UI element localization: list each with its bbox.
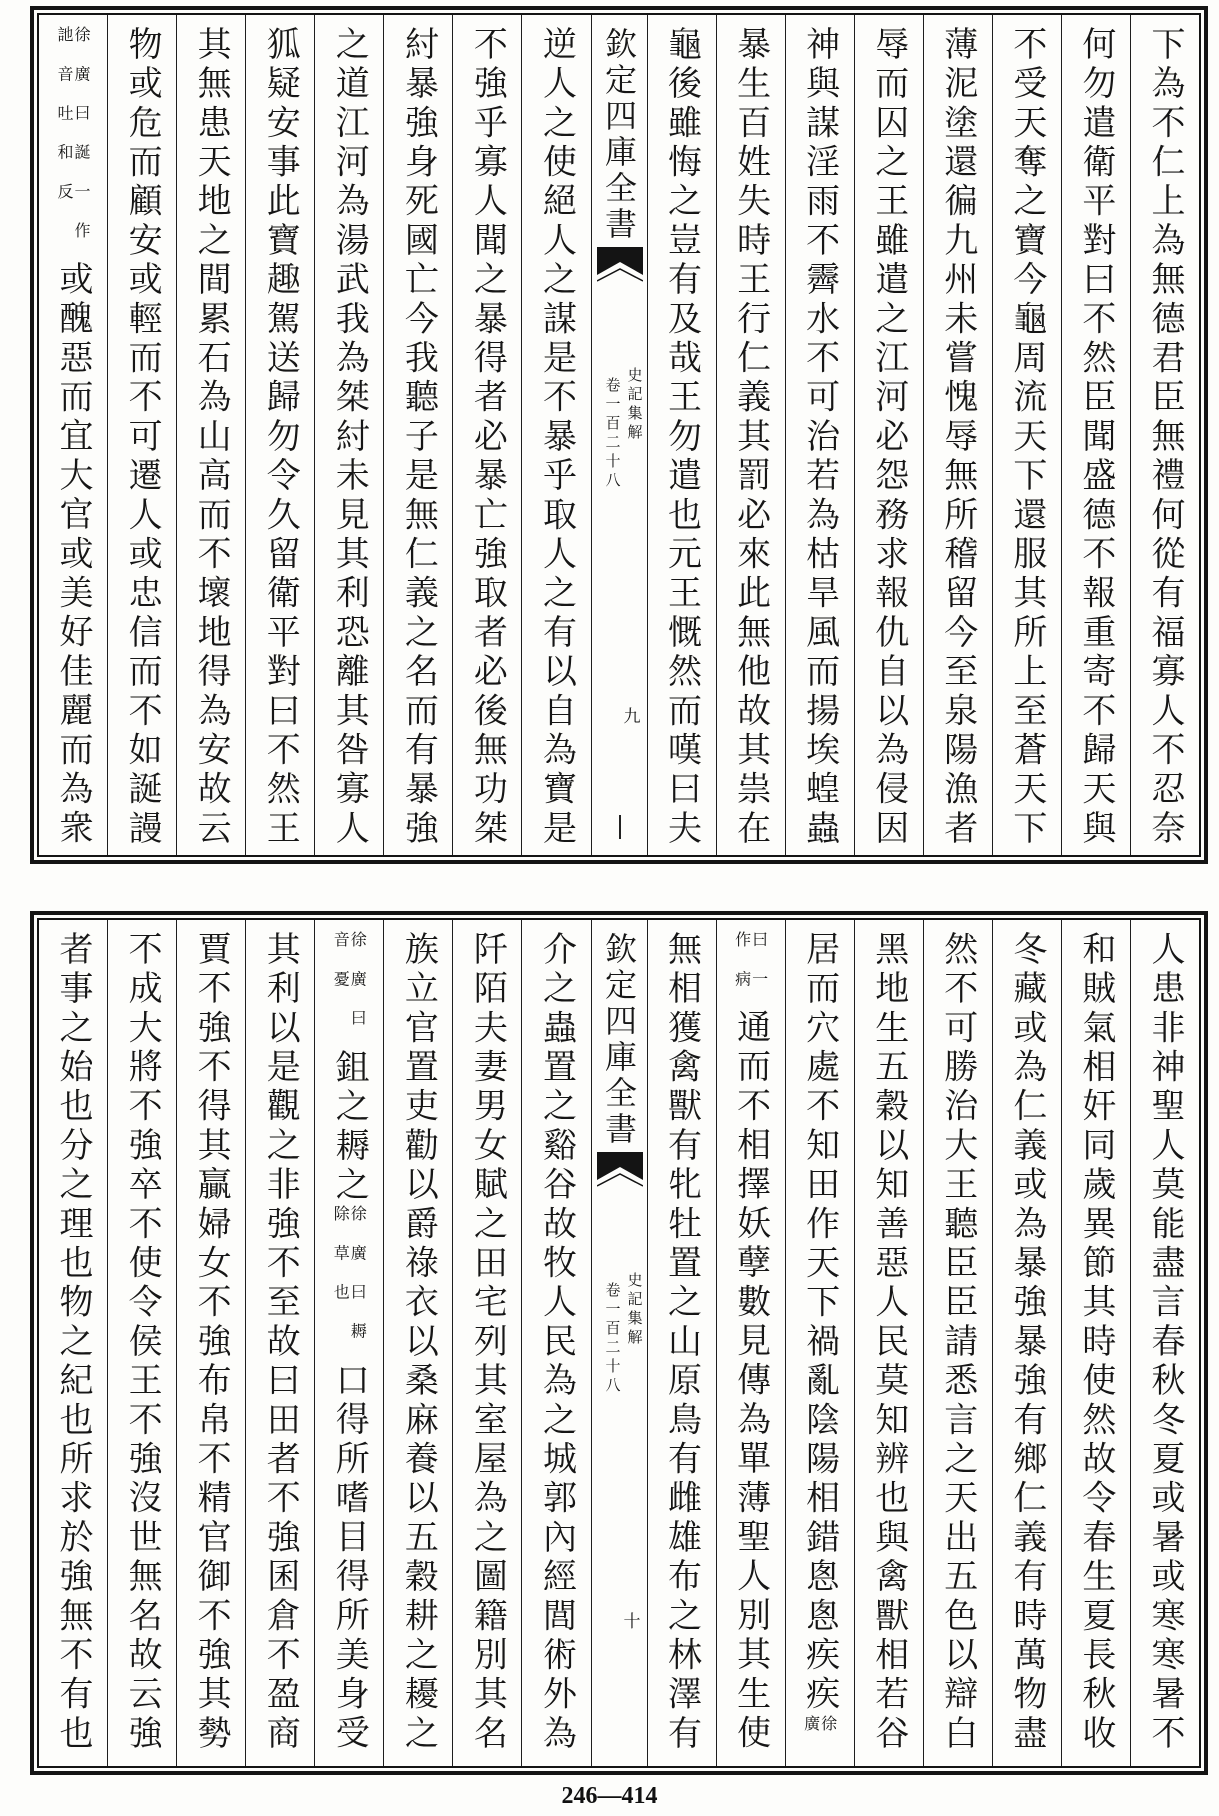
note-line-right: 徐廣曰誕一作	[72, 26, 92, 262]
column-text: 神與謀淫雨不霽水不可治若為枯旱風而揚埃蝗蟲	[799, 26, 840, 850]
text-column	[452, 920, 521, 1766]
text-column	[923, 920, 992, 1766]
collection-title: 欽定四庫全書	[600, 27, 638, 243]
text-column	[176, 920, 245, 1766]
note-line-left: 訑音吐和反	[55, 26, 75, 222]
column-text: 然不可勝治大王聽臣臣請悉言之天出五色以辯白	[937, 931, 978, 1755]
fishtail-mark-icon	[597, 247, 643, 291]
annotation-note	[56, 26, 90, 261]
column-text: 冬藏或為仁義或為暴強暴強有鄉仁義有時萬物盡	[1006, 931, 1047, 1755]
book-and-chapter	[605, 367, 642, 491]
book-and-chapter	[605, 1272, 642, 1396]
lower-half-folio	[30, 911, 1208, 1775]
text-column	[1130, 920, 1199, 1766]
annotation-note	[734, 931, 768, 1009]
column-text: 黑地生五穀以知善惡人民莫知辨也與禽獸相若谷	[868, 931, 909, 1755]
note-line-left: 廣	[801, 1715, 821, 1755]
text-column	[314, 920, 383, 1766]
column-text: 辱而囚之王雖遣之江河必怨務求報仇自以為侵因	[868, 26, 909, 850]
text-column	[383, 15, 452, 855]
page-number: 246—414	[561, 1783, 658, 1809]
column-text: 或醜惡而宜大官或美好佳麗而為衆	[53, 261, 94, 850]
annotation-note	[803, 1715, 837, 1754]
note-line-right: 曰一	[749, 931, 769, 1010]
center-fold-column	[591, 920, 647, 1766]
column-text: 下為不仁上為無德君臣無禮何從有福寡人不忍奈	[1144, 26, 1185, 850]
text-column	[647, 15, 716, 855]
note-line-left: 除草也	[331, 1205, 351, 1324]
text-column	[854, 15, 923, 855]
text-column	[785, 15, 854, 855]
text-column	[647, 920, 716, 1766]
column-text: 阡陌夫妻男女賦之田宅列其室屋為之圖籍別其名	[467, 931, 508, 1755]
column-text: 龜後雖悔之豈有及哉王勿遣也元王慨然而嘆曰夫	[661, 26, 702, 850]
note-line-right: 徐廣曰	[348, 931, 368, 1049]
text-column	[314, 15, 383, 855]
text-column	[992, 920, 1061, 1766]
column-text: 居而穴處不知田作天下禍亂陰陽相錯悤悤疾疾	[799, 931, 840, 1715]
column-text: 介之蟲置之谿谷故牧人民為之城郭內經閭術外為	[536, 931, 577, 1755]
column-text: 人患非神聖人莫能盡言春秋冬夏或暑或寒寒暑不	[1144, 931, 1185, 1755]
book-title: 史記集解	[625, 367, 644, 443]
text-column	[39, 15, 107, 855]
column-text: 之道江河為湯武我為桀紂未見其利恐離其咎寡人	[329, 26, 370, 850]
note-line-right: 徐	[818, 1715, 838, 1755]
text-column	[854, 920, 923, 1766]
folio-number: 九	[619, 707, 640, 724]
chapter-number: 卷一百二十八	[603, 1282, 622, 1396]
column-text: 不成大將不強卒不使令侯王不強沒世無名故云強	[122, 931, 163, 1755]
center-fold-column	[591, 15, 647, 855]
column-text: 暴生百姓失時王行仁義其罰必來此無他故其祟在	[730, 26, 771, 850]
note-line-left: 作病	[732, 931, 752, 1010]
upper-half-folio	[30, 6, 1208, 864]
book-title: 史記集解	[625, 1272, 644, 1348]
text-column	[785, 920, 854, 1766]
text-column	[245, 15, 314, 855]
text-column	[1061, 15, 1130, 855]
column-text: 鉏之耨之	[329, 1048, 370, 1206]
text-column	[716, 15, 785, 855]
folio-number: 十	[619, 1612, 640, 1629]
column-text: 狐疑安事此寶趣駕送歸勿令久留衛平對曰不然王	[260, 26, 301, 850]
column-text: 通而不相擇妖孽數見傳為單薄聖人別其生使	[730, 1009, 771, 1755]
column-text: 賈不強不得其贏婦女不強布帛不精官御不強其勢	[191, 931, 232, 1755]
column-text: 和賊氣相奸同歲異節其時使然故令春生夏長秋收	[1075, 931, 1116, 1755]
text-column	[923, 15, 992, 855]
column-text: 不受天奪之寶今龜周流天下還服其所上至蒼天下	[1006, 26, 1047, 850]
column-text: 其無患天地之間累石為山高而不壞地得為安故云	[191, 26, 232, 850]
column-text: 不強乎寡人聞之暴得者必暴亡強取者必後無功桀	[467, 26, 508, 850]
chapter-number: 卷一百二十八	[603, 377, 622, 491]
text-column	[992, 15, 1061, 855]
column-text: 其利以是觀之非強不至故曰田者不強囷倉不盈商	[260, 931, 301, 1755]
fishtail-mark-icon	[597, 1152, 643, 1196]
text-column	[107, 920, 176, 1766]
column-text: 無相獲禽獸有牝牡置之山原鳥有雌雄布之林澤有	[661, 931, 702, 1755]
upper-columns	[39, 15, 1199, 855]
text-column	[176, 15, 245, 855]
column-text: 紂暴強身死國亡今我聽子是無仁義之名而有暴強	[398, 26, 439, 850]
lower-columns	[39, 920, 1199, 1766]
note-line-right: 徐廣曰耨	[348, 1205, 368, 1363]
text-column	[1061, 920, 1130, 1766]
column-text: 物或危而顧安或輕而不可遷人或忠信而不如誕謾	[122, 26, 163, 850]
column-text: 逆人之使絕人之謀是不暴乎取人之有以自為寶是	[536, 26, 577, 850]
text-column	[107, 15, 176, 855]
text-column	[39, 920, 107, 1766]
text-column	[716, 920, 785, 1766]
annotation-note	[332, 1205, 366, 1362]
annotation-note	[332, 931, 366, 1049]
text-column	[383, 920, 452, 1766]
text-column	[521, 920, 590, 1766]
column-text: 何勿遣衛平對曰不然臣聞盛德不報重寄不歸天與	[1075, 26, 1116, 850]
text-column	[245, 920, 314, 1766]
column-text: 族立官置吏勸以爵祿衣以桑麻養以五穀耕之耰之	[398, 931, 439, 1755]
lower-fold-mark	[619, 815, 621, 839]
text-column	[452, 15, 521, 855]
column-text: 薄泥塗還徧九州未嘗愧辱無所稽留今至泉陽漁者	[937, 26, 978, 850]
text-column	[521, 15, 590, 855]
column-text: 者事之始也分之理也物之紀也所求於強無不有也	[53, 931, 94, 1755]
text-column	[1130, 15, 1199, 855]
collection-title: 欽定四庫全書	[600, 932, 638, 1148]
note-line-left: 音憂	[331, 931, 351, 1010]
column-text: 口得所嗜目得所美身受	[329, 1362, 370, 1755]
